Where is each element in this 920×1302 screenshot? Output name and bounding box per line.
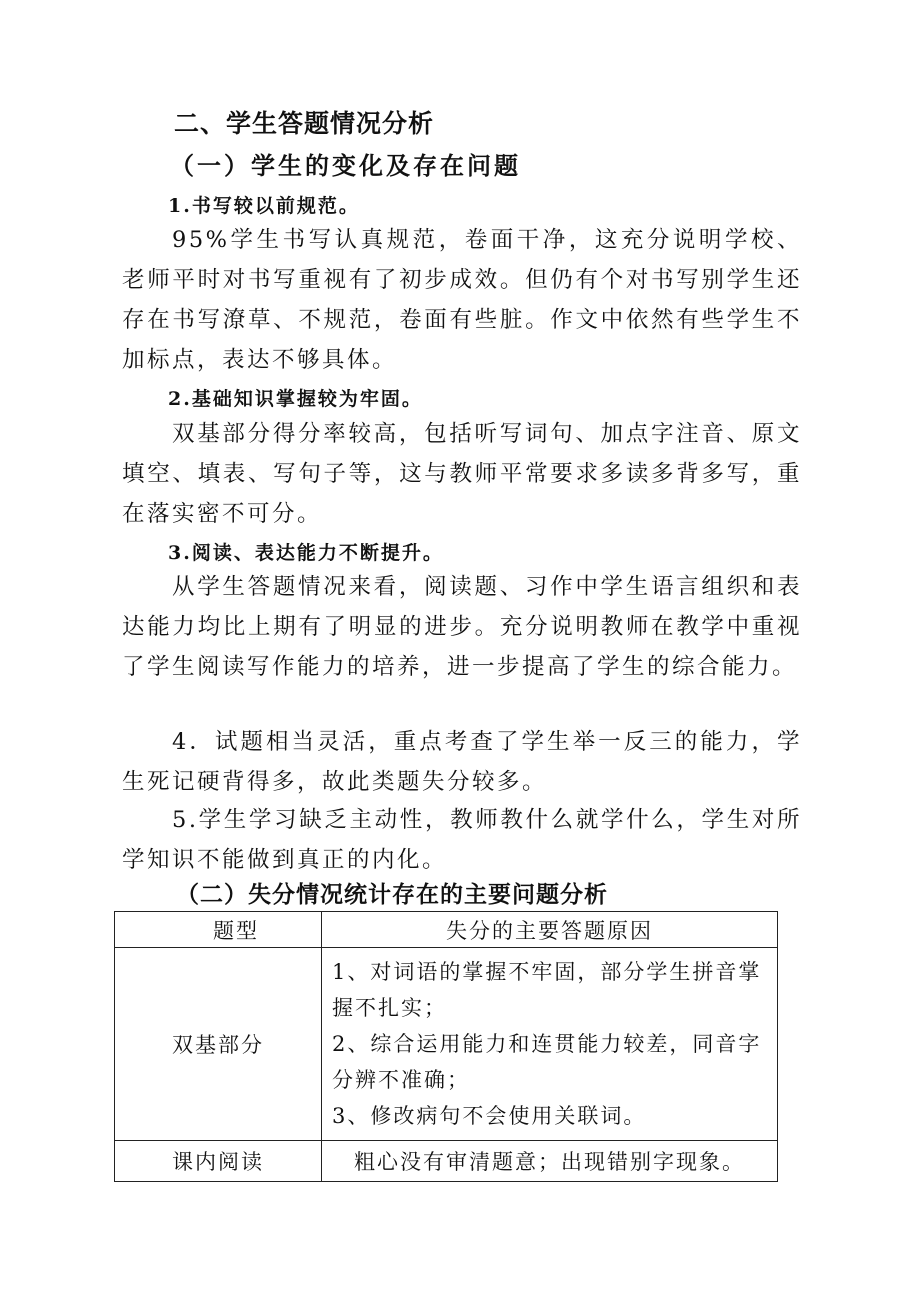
item-1-heading: 1.书写较以前规范。 [168, 195, 360, 217]
table-header-row [115, 912, 778, 948]
section-title: 二、学生答题情况分析 [174, 109, 435, 138]
subsection-1-title: （一）学生的变化及存在问题 [170, 151, 521, 180]
item-3-heading: 3.阅读、表达能力不断提升。 [168, 542, 444, 564]
table-row [115, 1141, 778, 1182]
item-4-text: 4．试题相当灵活，重点考查了学生举一反三的能力，学生死记硬背得多，故此类题失分较多。 [122, 729, 802, 795]
reason-item: 2、综合运用能力和连贯能力较差，同音字分辨不准确； [332, 1032, 762, 1092]
loss-analysis-table [114, 911, 778, 1182]
reason-item: 3、修改病句不会使用关联词。 [332, 1104, 647, 1128]
row-type: 课内阅读 [115, 1141, 322, 1182]
header-type: 题型 [115, 912, 322, 948]
item-3-text: 从学生答题情况来看，阅读题、习作中学生语言组织和表达能力均比上期有了明显的进步。充分说明教师在教学中重视了学生阅读写作能力的培养，进一步提高了学生的综合能力。 [122, 574, 802, 680]
row-type: 双基部分 [115, 948, 322, 1141]
item-2-text: 双基部分得分率较高，包括听写词句、加点字注音、原文填空、填表、写句子等，这与教师平常要求多读多背多写，重在落实密不可分。 [122, 421, 802, 527]
item-2-heading: 2.基础知识掌握较为牢固。 [168, 388, 423, 410]
table-row [115, 948, 778, 1141]
row-reasons [322, 948, 778, 1141]
header-reasons: 失分的主要答题原因 [322, 912, 778, 948]
subsection-2-title: （二）失分情况统计存在的主要问题分析 [176, 881, 608, 908]
reason-item: 1、对词语的掌握不牢固，部分学生拼音掌握不扎实； [332, 960, 762, 1020]
item-1-text: 95%学生书写认真规范，卷面干净，这充分说明学校、老师平时对书写重视有了初步成效。但仍有个对书写别学生还存在书写潦草、不规范，卷面有些脏。作文中依然有些学生不加标点，表达不够具体。 [122, 227, 802, 373]
item-5-text: 5.学生学习缺乏主动性，教师教什么就学什么，学生对所学知识不能做到真正的内化。 [122, 807, 802, 873]
row-reasons: 粗心没有审清题意；出现错别字现象。 [322, 1141, 778, 1182]
